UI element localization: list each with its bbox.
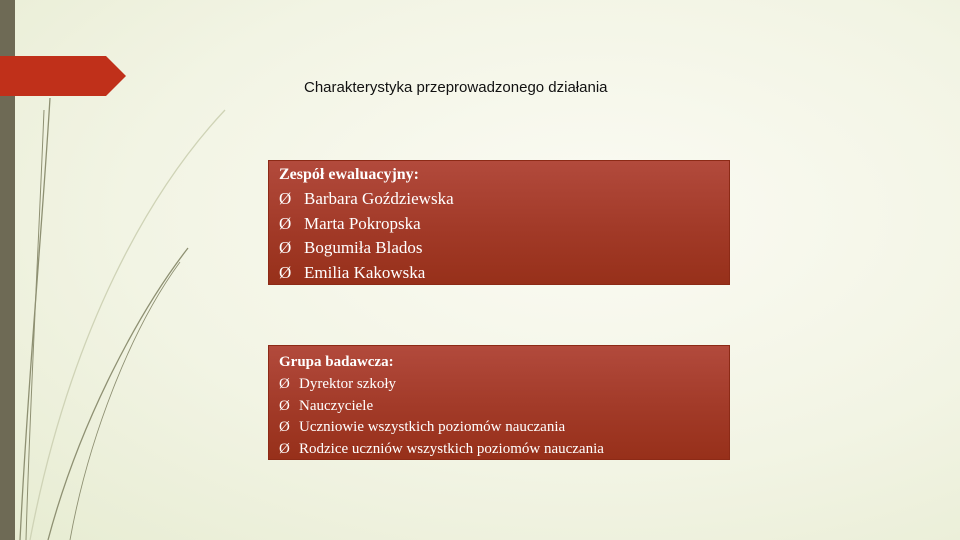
list-item-label: Uczniowie wszystkich poziomów nauczania (299, 419, 566, 435)
list-item (279, 187, 719, 212)
research-group-box (268, 345, 730, 460)
list-item-label: Nauczyciele (299, 397, 374, 414)
research-heading: Grupa badawcza: (279, 354, 394, 370)
arrow-bullet-icon: Ø (279, 189, 292, 208)
arrow-bullet-icon: Ø (279, 262, 292, 282)
list-item (279, 396, 719, 418)
arrow-bullet-icon: Ø (279, 397, 290, 414)
list-item (279, 417, 719, 439)
list-item (279, 212, 719, 237)
list-item (279, 439, 719, 461)
arrow-bullet-icon: Ø (279, 376, 290, 392)
list-item (279, 261, 719, 286)
arrow-bullet-icon: Ø (279, 440, 290, 457)
list-item-label: Barbara Goździewska (304, 189, 454, 208)
list-item-label: Dyrektor szkoły (299, 376, 397, 392)
list-item (279, 236, 719, 261)
title-accent-tab (0, 56, 126, 96)
team-heading: Zespół ewaluacyjny: (279, 166, 419, 183)
list-item-label: Rodzice uczniów wszystkich poziomów nauczania (299, 440, 604, 457)
list-item-label: Bogumiła Blados (304, 238, 423, 257)
arrow-bullet-icon: Ø (279, 213, 292, 233)
evaluation-team-box (268, 160, 730, 285)
arrow-bullet-icon: Ø (279, 238, 292, 257)
list-item-label: Marta Pokropska (304, 213, 421, 233)
arrow-bullet-icon: Ø (279, 419, 290, 435)
slide-title: Charakterystyka przeprowadzonego działania (304, 79, 608, 96)
list-item-label: Emilia Kakowska (304, 262, 426, 282)
list-item (279, 374, 719, 396)
